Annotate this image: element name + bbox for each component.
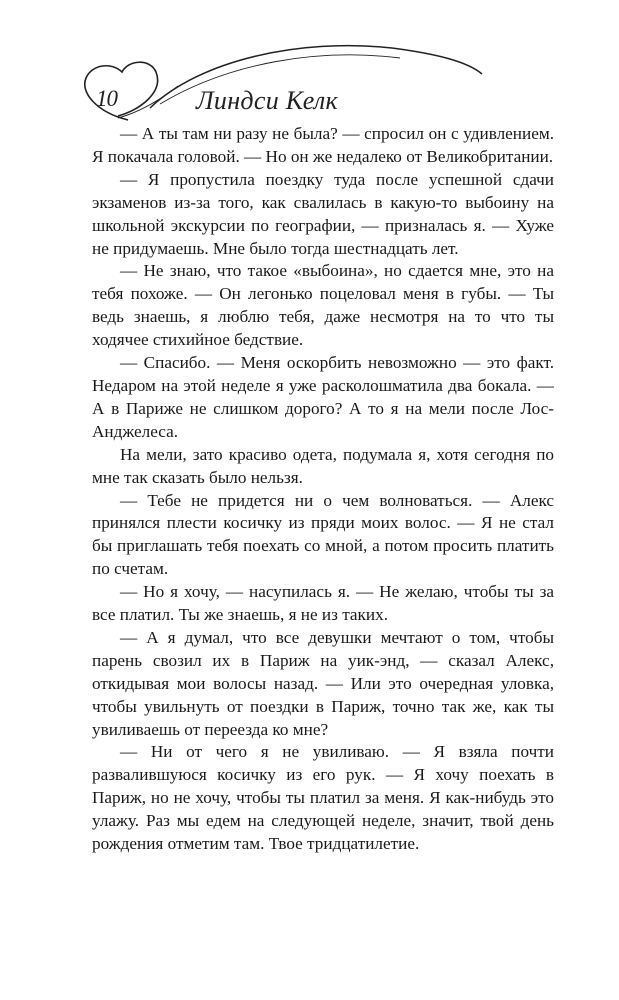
paragraph: — Тебе не придется ни о чем волноваться. — Алекс принялся плести косичку из пряди моих волос. — Я не стал бы приглашать тебя поехать со мной, а потом просить платить по счетам. [92, 490, 554, 579]
paragraph: — А я думал, что все девушки мечтают о том, чтобы парень свозил их в Париж на уик-энд, — сказал Алекс, откидывая мои волосы назад. — Или это очередная уловка, чтобы увильнуть от поездки в Париж, точно так же, как ты увиливаешь от переезда ко мне? [92, 627, 554, 739]
paragraph: — Ни от чего я не увиливаю. — Я взяла почти развалившуюся косичку из его рук. — Я хочу поехать в Париж, но не хочу, чтобы ты платил за меня. Я как-нибудь это улажу. Раз мы едем на следующей неделе, значит, твой день рождения отметим там. Твое тридцатилетие. [92, 742, 554, 854]
running-title-author: Линдси Келк [196, 86, 339, 115]
paragraph: — А ты там ни разу не была? — спросил он с удивлением. Я покачала головой. — Но он же недалеко от Великобритании. [92, 124, 554, 166]
body-text [92, 123, 554, 856]
paragraph: На мели, зато красиво одета, подумала я, хотя сегодня по мне так сказать было нельзя. [92, 444, 554, 487]
page-number: 10 [96, 86, 117, 111]
paragraph: — Я пропустила поездку туда после успешной сдачи экзаменов из-за того, как свалилась в какую-то выбоину на школьной экскурсии по географии, — призналась я. — Хуже не придумаешь. Мне было тогда шестнадцать лет. [92, 169, 554, 258]
page-header [0, 0, 619, 130]
paragraph: — Не знаю, что такое «выбоина», но сдается мне, это на тебя похоже. — Он легонько поцеловал меня в губы. — Ты ведь знаешь, я люблю тебя, даже несмотря на то что ты ходячее стихийное бедствие. [92, 261, 554, 350]
paragraph: — Но я хочу, — насупилась я. — Не желаю, чтобы ты за все платил. Ты же знаешь, я не из таких. [92, 582, 554, 625]
paragraph: — Спасибо. — Меня оскорбить невозможно — это факт. Недаром на этой неделе я уже расколошматила два бокала. — А в Париже не слишком дорого? А то я на мели после Лос-Анджелеса. [92, 353, 554, 441]
